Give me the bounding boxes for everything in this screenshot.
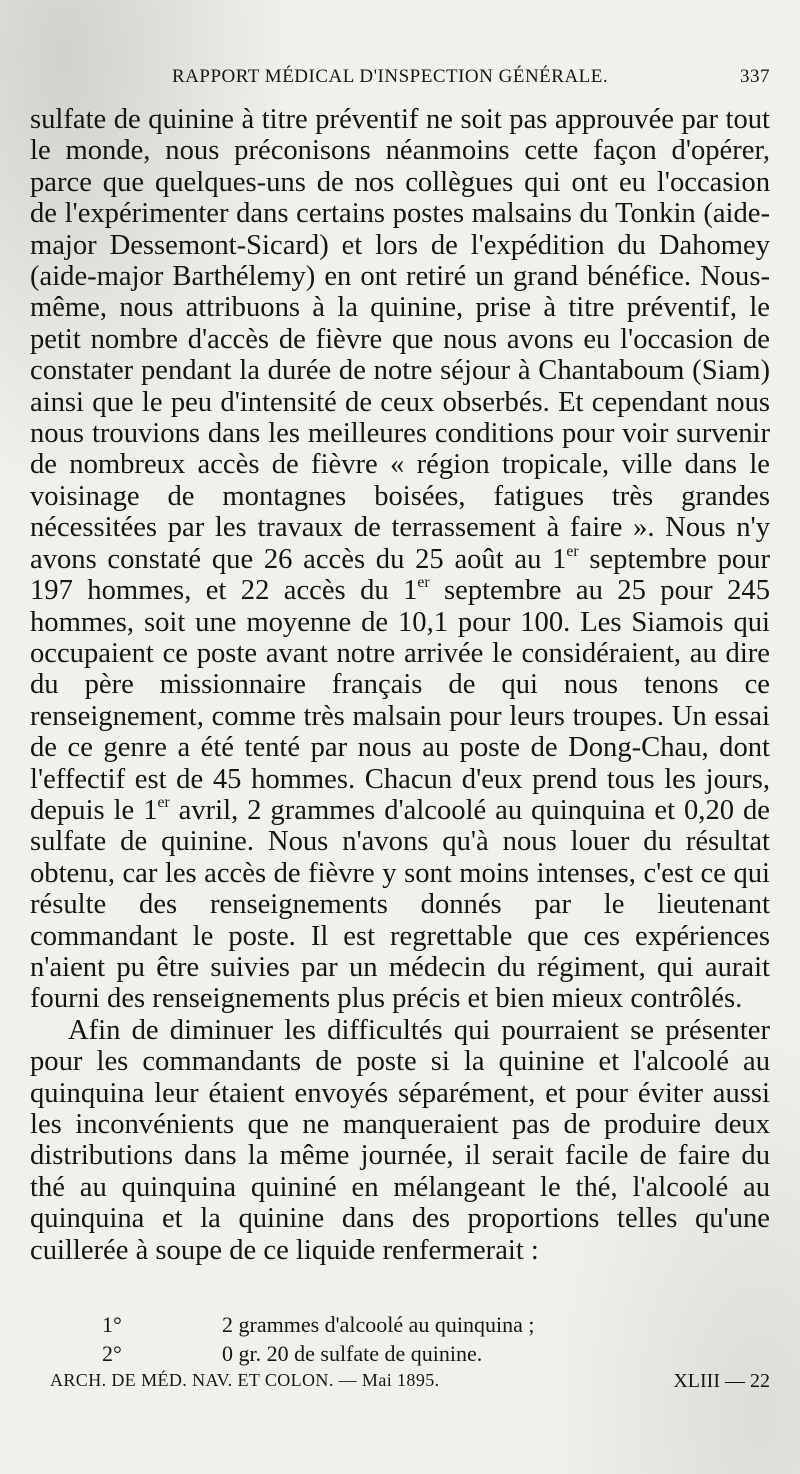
list-item-number: 2°: [102, 1341, 122, 1366]
list-item-number: 1°: [102, 1312, 122, 1337]
page-header: [172, 60, 770, 96]
sheet-signature: XLIII — 22: [673, 1370, 770, 1392]
journal-reference: ARCH. DE MÉD. NAV. ET COLON. — Mai 1895.: [50, 1370, 440, 1390]
page-footer: [50, 1366, 770, 1396]
list-item-text: 2 grammes d'alcoolé au quinquina ;: [222, 1312, 535, 1337]
list-item: [96, 1310, 776, 1339]
paragraph: sulfate de quinine à titre préventif ne soit pas approuvée par tout le monde, nous préconisons néanmoins cette façon d'opérer, parce que quelques-uns de nos collègues qui ont eu l'occasion de l'expérimenter dans certains postes malsains du Tonkin (aide-major Dessemont-Sicard) et lors de l'expédition du Dahomey (aide-major Barthélemy) en ont retiré un grand bénéfice. Nous-même, nous attribuons à la quinine, prise à titre préventif, le petit nombre d'accès de fièvre que nous avons eu l'occasion de constater pendant la durée de notre séjour à Chantaboum (Siam) ainsi que le peu d'intensité de ceux obserbés. Et cependant nous nous trouvions dans les meilleures conditions pour voir survenir de nombreux accès de fièvre « région tropicale, ville dans le voisinage de montagnes boisées, fatigues très grandes nécessitées par les travaux de terrassement à faire ». Nous n'y avons constaté que 26 accès du 25 août au 1er septembre pour 197 hommes, et 22 accès du 1er septembre au 25 pour 245 hommes, soit une moyenne de 10,1 pour 100. Les Siamois qui occupaient ce poste avant notre arrivée le considéraient, au dire du père missionnaire français de qui nous tenons ce renseignement, comme très malsain pour leurs troupes. Un essai de ce genre a été tenté par nous au poste de Dong-Chau, dont l'effectif est de 45 hommes. Chacun d'eux prend tous les jours, depuis le 1er avril, 2 grammes d'alcoolé au quinquina et 0,20 de sulfate de quinine. Nous n'avons qu'à nous louer du résultat obtenu, car les accès de fièvre y sont moins intenses, c'est ce qui résulte des renseignements donnés par le lieutenant commandant le poste. Il est regrettable que ces expériences n'aient pu être suivies par un médecin du régiment, qui aurait fourni des renseignements plus précis et bien mieux contrôlés.: [30, 104, 770, 1015]
dosage-list: [96, 1310, 776, 1368]
page-number: 337: [740, 66, 770, 87]
list-item-text: 0 gr. 20 de sulfate de quinine.: [222, 1341, 483, 1366]
list-item: [96, 1339, 776, 1368]
body-text: [30, 104, 770, 1266]
running-title: RAPPORT MÉDICAL D'INSPECTION GÉNÉRALE.: [172, 66, 609, 87]
paragraph: Afin de diminuer les difficultés qui pourraient se présenter pour les commandants de poste si la quinine et l'alcoolé au quinquina leur étaient envoyés séparément, et pour éviter aussi les inconvénients que ne manqueraient pas de produire deux distributions dans la même journée, il serait facile de faire du thé au quinquina quininé en mélangeant le thé, l'alcoolé au quinquina et la quinine dans des proportions telles qu'une cuillerée à soupe de ce liquide renfermerait :: [30, 1014, 770, 1266]
